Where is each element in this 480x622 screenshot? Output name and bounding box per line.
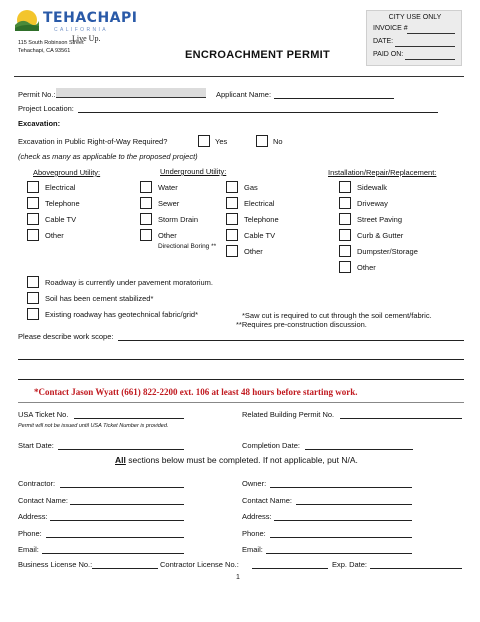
contractor-address-label: Address: (18, 512, 48, 521)
header-divider (14, 76, 464, 77)
owner-phone-label: Phone: (242, 529, 266, 538)
underground-item: Storm Drain (158, 215, 199, 224)
owner-email-label: Email: (242, 545, 263, 554)
installation-heading: Installation/Repair/Replacement: (328, 168, 437, 177)
logo-state: CALIFORNIA (54, 27, 109, 33)
contractor-contact-field[interactable] (70, 504, 184, 505)
underground-item: Other (158, 231, 177, 240)
pre-construction-note: **Requires pre-construction discussion. (236, 320, 367, 329)
business-license-field[interactable] (92, 568, 158, 569)
contractor-phone-label: Phone: (18, 529, 42, 538)
section-divider (18, 402, 464, 403)
row-yes-checkbox[interactable] (198, 135, 210, 147)
work-scope-line[interactable] (18, 379, 464, 380)
underground-b-item: Telephone (244, 215, 279, 224)
installation-item: Curb & Gutter (357, 231, 404, 240)
owner-contact-field[interactable] (296, 504, 412, 505)
contractor-license-field[interactable] (252, 568, 328, 569)
owner-phone-field[interactable] (270, 537, 412, 538)
underground-b-checkbox[interactable] (226, 229, 238, 241)
aboveground-item: Electrical (45, 183, 76, 192)
owner-email-field[interactable] (266, 553, 412, 554)
completion-date-field[interactable] (305, 449, 413, 450)
all-sections-notice (115, 455, 358, 465)
permit-no-field[interactable] (56, 88, 206, 98)
applicant-name-field[interactable] (274, 98, 394, 99)
installation-checkbox[interactable] (339, 229, 351, 241)
contractor-address-field[interactable] (50, 520, 184, 521)
page-title: ENCROACHMENT PERMIT (185, 49, 331, 61)
work-scope-label: Please describe work scope: (18, 332, 114, 341)
owner-label: Owner: (242, 479, 267, 488)
aboveground-checkbox[interactable] (27, 197, 39, 209)
installation-checkbox[interactable] (339, 213, 351, 225)
aboveground-item: Cable TV (45, 215, 77, 224)
owner-contact-label: Contact Name: (242, 496, 293, 505)
underground-b-checkbox[interactable] (226, 197, 238, 209)
underground-item: Sewer (158, 199, 180, 208)
page-number: 1 (236, 574, 240, 581)
check-note: (check as many as applicable to the proposed project) (18, 152, 198, 161)
geotextile-label: Existing roadway has geotechnical fabric/grid* (45, 310, 198, 319)
logo-name: TEHACHAPI (43, 10, 138, 26)
contractor-email-label: Email: (18, 545, 39, 554)
underground-b-item: Cable TV (244, 231, 276, 240)
installation-checkbox[interactable] (339, 181, 351, 193)
related-permit-label: Related Building Permit No. (242, 410, 335, 419)
usa-ticket-field[interactable] (74, 418, 184, 419)
project-location-field[interactable] (78, 112, 438, 113)
underground-heading: Underground Utility: (160, 167, 227, 176)
contractor-phone-field[interactable] (46, 537, 184, 538)
contractor-field[interactable] (60, 487, 184, 488)
related-permit-field[interactable] (340, 418, 462, 419)
underground-checkbox[interactable] (140, 197, 152, 209)
owner-address-label: Address: (242, 512, 272, 521)
installation-checkbox[interactable] (339, 261, 351, 273)
exp-date-label: Exp. Date: (332, 560, 368, 569)
contractor-email-field[interactable] (42, 553, 184, 554)
underground-b-item: Gas (244, 183, 258, 192)
start-date-field[interactable] (58, 449, 184, 450)
usa-ticket-label: USA Ticket No. (18, 410, 69, 419)
directional-boring-label: Directional Boring ** (158, 243, 217, 250)
geotextile-checkbox[interactable] (27, 308, 39, 320)
all-sections-text: sections below must be completed. If not applicable, put N/A. (125, 455, 358, 465)
row-no-label: No (273, 137, 283, 146)
owner-address-field[interactable] (274, 520, 412, 521)
paid-on-label: PAID ON: (373, 51, 404, 58)
saw-cut-note: *Saw cut is required to cut through the soil cement/fabric. (242, 311, 432, 320)
moratorium-label: Roadway is currently under pavement moratorium. (45, 278, 213, 287)
excavation-heading: Excavation: (18, 119, 61, 128)
invoice-field[interactable] (407, 33, 455, 34)
usa-ticket-note: Permit will not be issued until USA Ticket Number is provided. (18, 423, 169, 429)
installation-item: Sidewalk (357, 183, 388, 192)
cement-label: Soil has been cement stabilized* (45, 294, 154, 303)
work-scope-field[interactable] (118, 340, 464, 341)
aboveground-checkbox[interactable] (27, 181, 39, 193)
row-yes-label: Yes (215, 137, 228, 146)
installation-checkbox[interactable] (339, 197, 351, 209)
exp-date-field[interactable] (370, 568, 462, 569)
contractor-contact-label: Contact Name: (18, 496, 69, 505)
underground-checkbox[interactable] (140, 229, 152, 241)
row-no-checkbox[interactable] (256, 135, 268, 147)
aboveground-item: Telephone (45, 199, 80, 208)
sun-hills-icon (14, 9, 40, 31)
address-line-2: Tehachapi, CA 93561 (18, 48, 71, 54)
office-title: CITY USE ONLY (388, 14, 442, 21)
applicant-name-label: Applicant Name: (216, 90, 272, 99)
cement-checkbox[interactable] (27, 292, 39, 304)
all-sections-emphasis: All (115, 455, 126, 465)
installation-item: Other (357, 263, 376, 272)
underground-b-checkbox[interactable] (226, 245, 238, 257)
aboveground-heading: Aboveground Utility: (33, 168, 101, 177)
installation-item: Dumpster/Storage (357, 247, 418, 256)
underground-b-checkbox[interactable] (226, 181, 238, 193)
aboveground-checkbox[interactable] (27, 213, 39, 225)
moratorium-checkbox[interactable] (27, 276, 39, 288)
city-use-only-box (366, 10, 462, 66)
invoice-label: INVOICE # (373, 25, 408, 32)
completion-date-label: Completion Date: (242, 441, 300, 450)
installation-item: Driveway (357, 199, 388, 208)
installation-item: Street Paving (357, 215, 403, 224)
installation-checkbox[interactable] (339, 245, 351, 257)
work-scope-line[interactable] (18, 359, 464, 360)
contractor-label: Contractor: (18, 479, 56, 488)
start-date-label: Start Date: (18, 441, 54, 450)
permit-no-label: Permit No.: (18, 90, 56, 99)
underground-checkbox[interactable] (140, 181, 152, 193)
contractor-license-label: Contractor License No.: (160, 560, 239, 569)
contact-notice: *Contact Jason Wyatt (661) 822-2200 ext. 106 at least 48 hours before starting work. (34, 387, 358, 397)
project-location-label: Project Location: (18, 104, 74, 113)
underground-item: Water (158, 183, 178, 192)
underground-b-item: Other (244, 247, 263, 256)
business-license-label: Business License No.: (18, 560, 93, 569)
underground-checkbox[interactable] (140, 213, 152, 225)
paid-on-field[interactable] (405, 59, 455, 60)
owner-field[interactable] (270, 487, 412, 488)
date-field[interactable] (395, 46, 455, 47)
aboveground-item: Other (45, 231, 64, 240)
row-required-label: Excavation in Public Right-of-Way Required? (18, 137, 168, 146)
underground-b-item: Electrical (244, 199, 275, 208)
date-label: DATE: (373, 38, 394, 45)
logo-tagline: Live Up. (72, 34, 101, 43)
underground-b-checkbox[interactable] (226, 213, 238, 225)
aboveground-checkbox[interactable] (27, 229, 39, 241)
address-line-1: 115 South Robinson Street (18, 40, 84, 46)
